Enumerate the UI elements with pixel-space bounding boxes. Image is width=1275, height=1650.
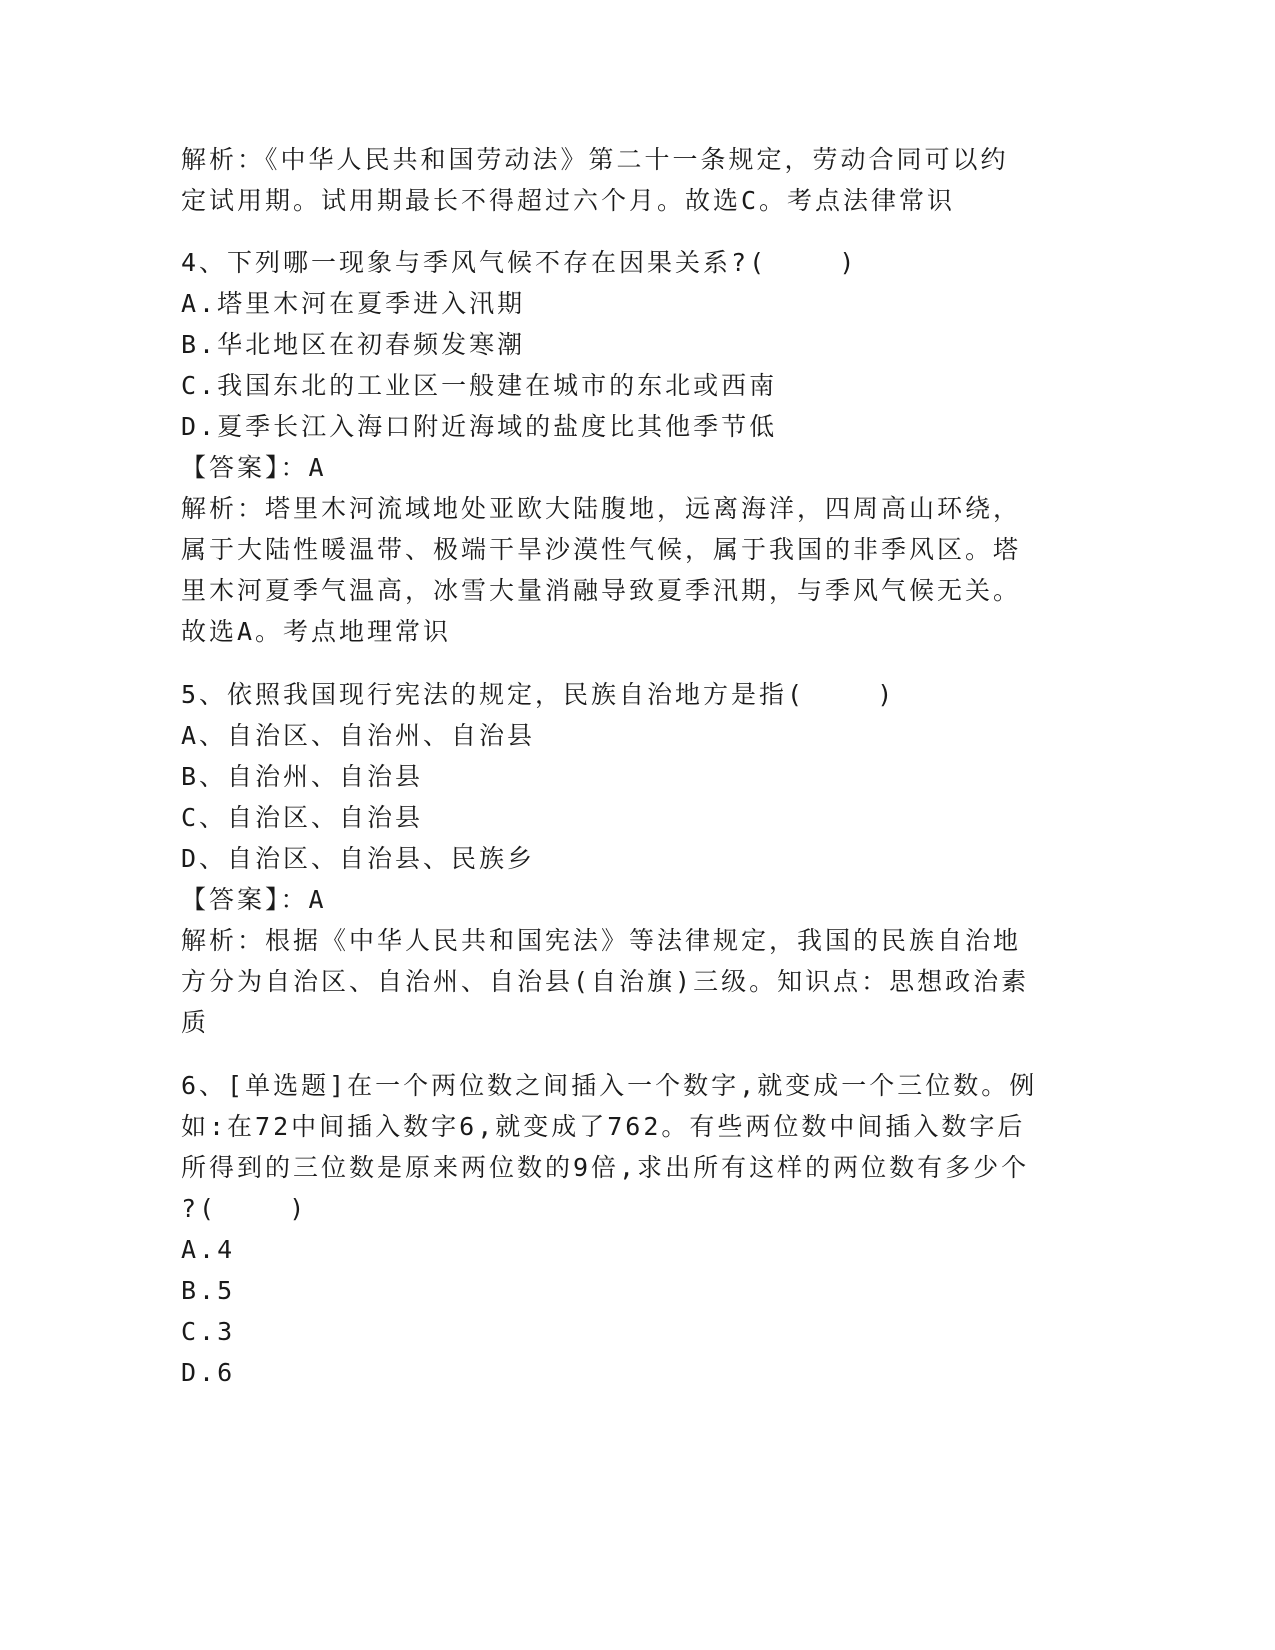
analysis-text: 解析：《中华人民共和国劳动法》第二十一条规定，劳动合同可以约 bbox=[181, 145, 1009, 174]
option-a: A、自治区、自治州、自治县 bbox=[181, 721, 536, 750]
analysis-text: 定试用期。试用期最长不得超过六个月。故选C。考点法律常识 bbox=[181, 186, 956, 215]
question-text: 4、下列哪一现象与季风气候不存在因果关系?( ) bbox=[181, 248, 858, 277]
option-d: D.6 bbox=[181, 1358, 236, 1387]
question-text: 5、依照我国现行宪法的规定，民族自治地方是指( ) bbox=[181, 680, 896, 709]
analysis-text: 解析：塔里木河流域地处亚欧大陆腹地，远离海洋，四周高山环绕， bbox=[181, 494, 1022, 523]
option-b: B、自治州、自治县 bbox=[181, 762, 424, 791]
option-a: A.塔里木河在夏季进入汛期 bbox=[181, 289, 526, 318]
analysis-text: 解析：根据《中华人民共和国宪法》等法律规定，我国的民族自治地 bbox=[181, 926, 1022, 955]
option-c: C.3 bbox=[181, 1317, 236, 1346]
answer-label: 【答案】：A bbox=[181, 885, 327, 914]
answer-label: 【答案】：A bbox=[181, 453, 327, 482]
option-a: A.4 bbox=[181, 1235, 236, 1264]
option-b: B.5 bbox=[181, 1276, 236, 1305]
analysis-text: 质 bbox=[181, 1008, 210, 1037]
question-text: 所得到的三位数是原来两位数的9倍,求出所有这样的两位数有多少个 bbox=[181, 1153, 1030, 1182]
analysis-text: 里木河夏季气温高，冰雪大量消融导致夏季汛期，与季风气候无关。 bbox=[181, 576, 1022, 605]
question-text: ?( ) bbox=[181, 1194, 308, 1223]
analysis-text: 故选A。考点地理常识 bbox=[181, 617, 452, 646]
analysis-text: 方分为自治区、自治州、自治县(自治旗)三级。知识点：思想政治素 bbox=[181, 967, 1030, 996]
option-d: D.夏季长江入海口附近海域的盐度比其他季节低 bbox=[181, 412, 778, 441]
analysis-text: 属于大陆性暖温带、极端干旱沙漠性气候，属于我国的非季风区。塔 bbox=[181, 535, 1022, 564]
question-text: 如:在72中间插入数字6,就变成了762。有些两位数中间插入数字后 bbox=[181, 1112, 1026, 1141]
option-c: C、自治区、自治县 bbox=[181, 803, 424, 832]
option-d: D、自治区、自治县、民族乡 bbox=[181, 844, 536, 873]
option-c: C.我国东北的工业区一般建在城市的东北或西南 bbox=[181, 371, 778, 400]
option-b: B.华北地区在初春频发寒潮 bbox=[181, 330, 526, 359]
question-text: 6、[单选题]在一个两位数之间插入一个数字,就变成一个三位数。例 bbox=[181, 1071, 1038, 1100]
